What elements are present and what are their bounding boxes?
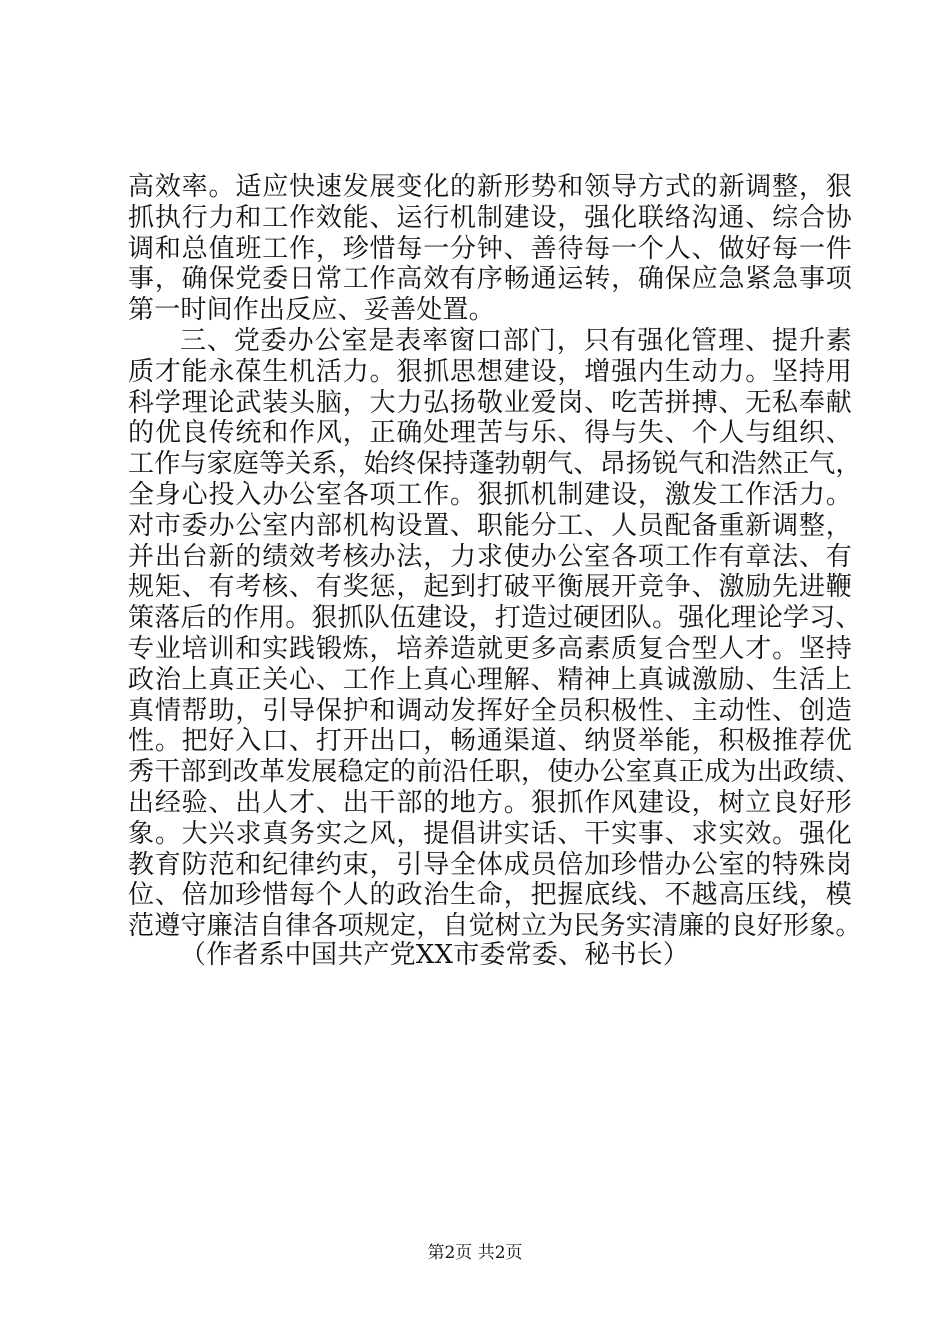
text-line: 高效率。适应快速发展变化的新形势和领导方式的新调整，狠 — [128, 172, 852, 202]
text-line: 第一时间作出反应、妥善处置。 — [128, 295, 495, 326]
text-line: 抓执行力和工作效能、运行机制建设，强化联络沟通、综合协 — [128, 202, 852, 233]
text-line: 事，确保党委日常工作高效有序畅通运转，确保应急紧急事项 — [128, 264, 852, 295]
text-line: 出经验、出人才、出干部的地方。狠抓作风建设，树立良好形 — [128, 787, 852, 818]
text-line: 并出台新的绩效考核办法，力求使办公室各项工作有章法、有 — [128, 541, 852, 572]
text-line: 秀干部到改革发展稳定的前沿任职，使办公室真正成为出政绩、 — [128, 757, 862, 788]
text-line: 政治上真正关心、工作上真心理解、精神上真诚激励、生活上 — [128, 664, 852, 695]
text-line: 规矩、有考核、有奖惩，起到打破平衡展开竞争、激励先进鞭 — [128, 572, 852, 603]
text-line: 工作与家庭等关系，始终保持蓬勃朝气、昂扬锐气和浩然正气， — [128, 449, 862, 480]
text-line: 象。大兴求真务实之风，提倡讲实话、干实事、求实效。强化 — [128, 818, 852, 849]
text-line: 全身心投入办公室各项工作。狠抓机制建设，激发工作活力。 — [128, 479, 852, 510]
paragraph-section-three — [128, 325, 862, 942]
text-line: 质才能永葆生机活力。狠抓思想建设，增强内生动力。坚持用 — [128, 356, 852, 387]
text-line: 三、党委办公室是表率窗口部门，只有强化管理、提升素 — [180, 325, 852, 356]
page-footer — [0, 1243, 950, 1263]
text-line: 性。把好入口、打开出口，畅通渠道、纳贤举能，积极推荐优 — [128, 726, 852, 757]
body-text — [128, 172, 862, 942]
text-line: 科学理论武装头脑，大力弘扬敬业爱岗、吃苦拼搏、无私奉献 — [128, 387, 852, 418]
author-note: （作者系中国共产党XX市委常委、秘书长） — [180, 940, 690, 970]
paragraph-continued — [128, 172, 852, 326]
text-line: 的优良传统和作风，正确处理苦与乐、得与失、个人与组织、 — [128, 418, 852, 449]
text-line: 真情帮助，引导保护和调动发挥好全员积极性、主动性、创造 — [128, 695, 852, 726]
text-line: 对市委办公室内部机构设置、职能分工、人员配备重新调整， — [128, 510, 852, 541]
text-line: 范遵守廉洁自律各项规定，自觉树立为民务实清廉的良好形象。 — [128, 911, 862, 942]
page-number: 第2页 共2页 — [427, 1243, 523, 1263]
text-line: 调和总值班工作，珍惜每一分钟、善待每一个人、做好每一件 — [128, 233, 852, 264]
text-line: 教育防范和纪律约束，引导全体成员倍加珍惜办公室的特殊岗 — [128, 849, 852, 880]
text-line: 专业培训和实践锻炼，培养造就更多高素质复合型人才。坚持 — [128, 633, 852, 664]
text-line: 策落后的作用。狠抓队伍建设，打造过硬团队。强化理论学习、 — [128, 603, 862, 634]
text-line: 位、倍加珍惜每个人的政治生命，把握底线、不越高压线，模 — [128, 880, 852, 911]
